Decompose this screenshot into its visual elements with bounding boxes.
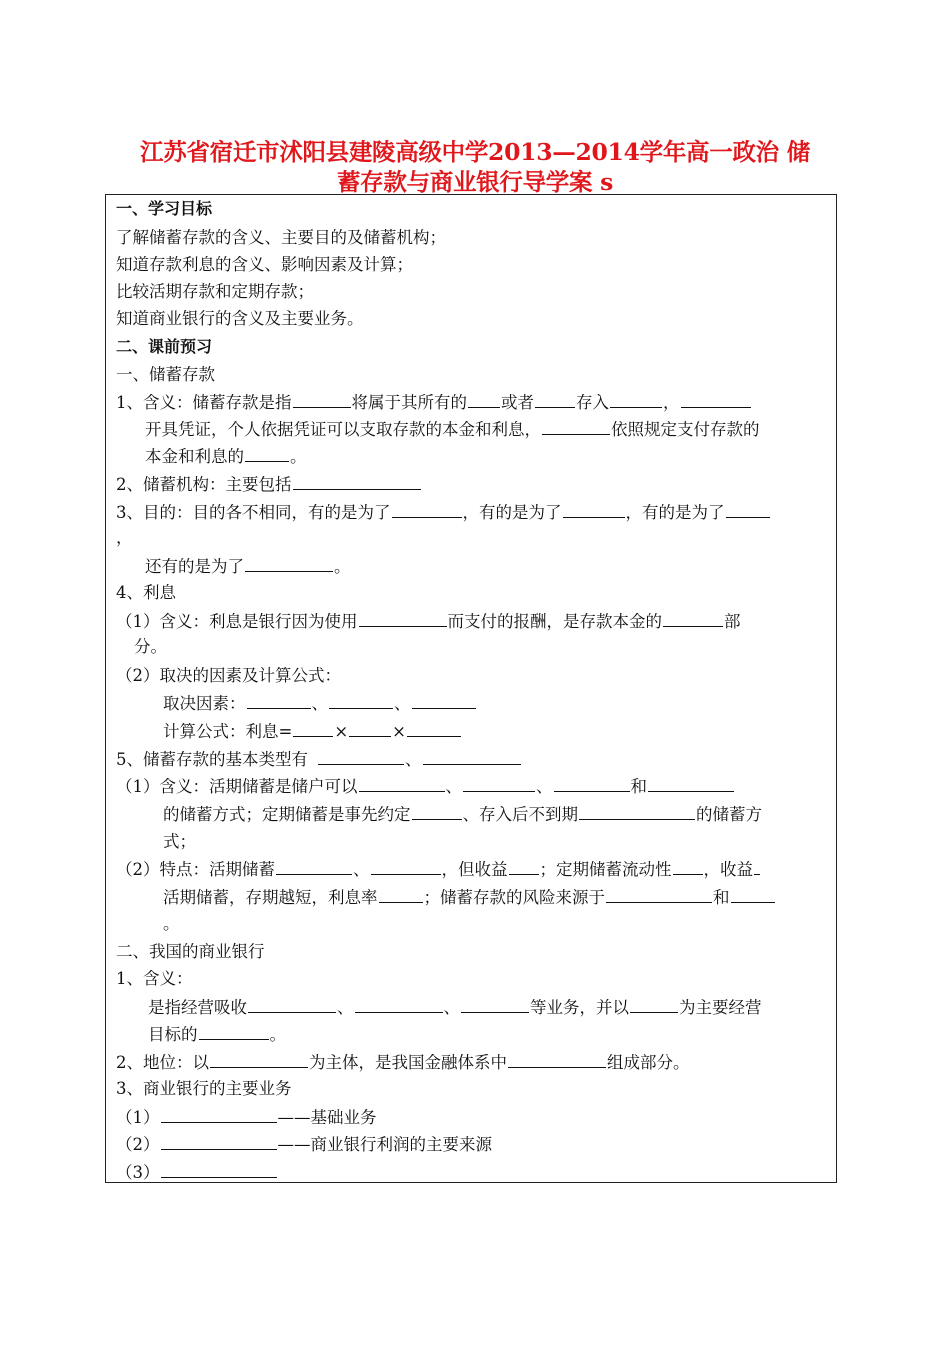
blank[interactable] — [412, 803, 462, 820]
factors-line: 取决因素： 、 、 — [163, 692, 477, 715]
blank[interactable] — [293, 473, 421, 490]
goals-heading: 一、学习目标 — [116, 199, 213, 218]
blank[interactable] — [508, 1051, 606, 1068]
formula-line: 计算公式：利息= × × — [163, 720, 462, 743]
title-line-2: 蓄存款与商业银行导学案 s — [336, 168, 613, 196]
goal-item: 比较活期存款和定期存款； — [116, 282, 314, 301]
purpose-line: 3、目的：目的各不相同，有的是为了 ，有的是为了 ，有的是为了 — [116, 501, 771, 524]
blank[interactable] — [468, 391, 500, 408]
goal-item: 知道存款利息的含义、影响因素及计算； — [116, 255, 413, 274]
blank[interactable] — [610, 391, 662, 408]
blank[interactable] — [461, 996, 529, 1013]
blank[interactable] — [630, 996, 678, 1013]
definition-line: 开具凭证，个人依据凭证可以支取存款的本金和利息， 依照规定支付存款的 — [145, 420, 760, 439]
blank[interactable] — [463, 775, 535, 792]
interest-definition-end: 分。 — [134, 637, 167, 656]
section-savings: 一、储蓄存款 — [116, 365, 215, 384]
blank[interactable] — [318, 748, 404, 765]
blank[interactable] — [329, 692, 393, 709]
types-definition-end: 式； — [163, 832, 196, 851]
business-item: （2） ——商业银行利润的主要来源 — [116, 1135, 492, 1154]
blank[interactable] — [293, 720, 333, 737]
goal-item: 知道商业银行的含义及主要业务。 — [116, 309, 364, 328]
blank[interactable] — [673, 858, 703, 875]
blank[interactable] — [731, 886, 775, 903]
blank[interactable] — [412, 692, 476, 709]
blank[interactable] — [754, 858, 760, 875]
purpose-comma: ， — [116, 528, 133, 547]
blank[interactable] — [579, 803, 695, 820]
blank[interactable] — [355, 996, 443, 1013]
features-line: （2）特点：活期储蓄 、 ，但收益 ；定期储蓄流动性 ，收益 — [116, 858, 761, 881]
section-bank: 二、我国的商业银行 — [116, 942, 265, 961]
blank[interactable] — [247, 692, 311, 709]
institution-line: 2、储蓄机构：主要包括 — [116, 473, 422, 496]
blank[interactable] — [407, 720, 461, 737]
blank[interactable] — [392, 501, 462, 518]
blank[interactable] — [563, 501, 625, 518]
features-end: 。 — [163, 914, 180, 933]
blank[interactable] — [161, 1106, 277, 1123]
types-line: 5、储蓄存款的基本类型有 、 — [116, 748, 522, 771]
business-item: （3） — [116, 1161, 278, 1184]
blank[interactable] — [161, 1161, 277, 1178]
blank[interactable] — [199, 1023, 269, 1040]
bank-status: 2、地位：以 为主体，是我国金融体系中 组成部分。 — [116, 1053, 690, 1072]
blank[interactable] — [248, 996, 336, 1013]
blank[interactable] — [245, 555, 333, 572]
bank-definition: 目标的 。 — [148, 1025, 286, 1044]
blank[interactable] — [245, 445, 289, 462]
blank[interactable] — [371, 858, 441, 875]
bank-definition: 是指经营吸收 、 、 等业务，并以 为主要经营 — [148, 998, 762, 1017]
bank-business-heading: 3、商业银行的主要业务 — [116, 1079, 292, 1098]
blank[interactable] — [648, 775, 734, 792]
blank[interactable] — [349, 720, 391, 737]
interest-definition: （1）含义：利息是银行因为使用 而支付的报酬，是存款本金的 部 — [116, 612, 741, 631]
blank[interactable] — [359, 610, 447, 627]
blank[interactable] — [379, 886, 423, 903]
blank[interactable] — [542, 418, 610, 435]
blank[interactable] — [663, 610, 723, 627]
blank[interactable] — [276, 858, 352, 875]
factors-heading: （2）取决的因素及计算公式： — [116, 666, 341, 685]
blank[interactable] — [535, 391, 575, 408]
bank-definition-heading: 1、含义： — [116, 969, 193, 988]
types-definition: 的储蓄方式；定期储蓄是事先约定 、存入后不到期 的储蓄方 — [163, 805, 762, 824]
blank[interactable] — [293, 391, 351, 408]
blank[interactable] — [681, 391, 751, 408]
features-line: 活期储蓄，存期越短，利息率 ；储蓄存款的风险来源于 和 — [163, 886, 776, 909]
goal-item: 了解储蓄存款的含义、主要目的及储蓄机构； — [116, 228, 446, 247]
types-definition: （1）含义：活期储蓄是储户可以 、 、 和 — [116, 775, 735, 798]
title-line-1: 江苏省宿迁市沭阳县建陵高级中学2013—2014学年高一政治 储 — [140, 138, 810, 166]
definition-line: 1、含义：储蓄存款是指 将属于其所有的 或者 存入 ， — [116, 391, 752, 414]
blank[interactable] — [423, 748, 521, 765]
blank[interactable] — [161, 1133, 277, 1150]
blank[interactable] — [606, 886, 712, 903]
blank[interactable] — [359, 775, 445, 792]
blank[interactable] — [726, 501, 770, 518]
preview-heading: 二、课前预习 — [116, 337, 213, 356]
blank[interactable] — [554, 775, 630, 792]
interest-heading: 4、利息 — [116, 583, 176, 602]
definition-line: 本金和利息的 。 — [145, 447, 307, 466]
document-title — [105, 137, 845, 197]
blank[interactable] — [210, 1051, 308, 1068]
purpose-line: 还有的是为了 。 — [145, 557, 351, 576]
blank[interactable] — [509, 858, 539, 875]
business-item: （1） ——基础业务 — [116, 1108, 377, 1127]
